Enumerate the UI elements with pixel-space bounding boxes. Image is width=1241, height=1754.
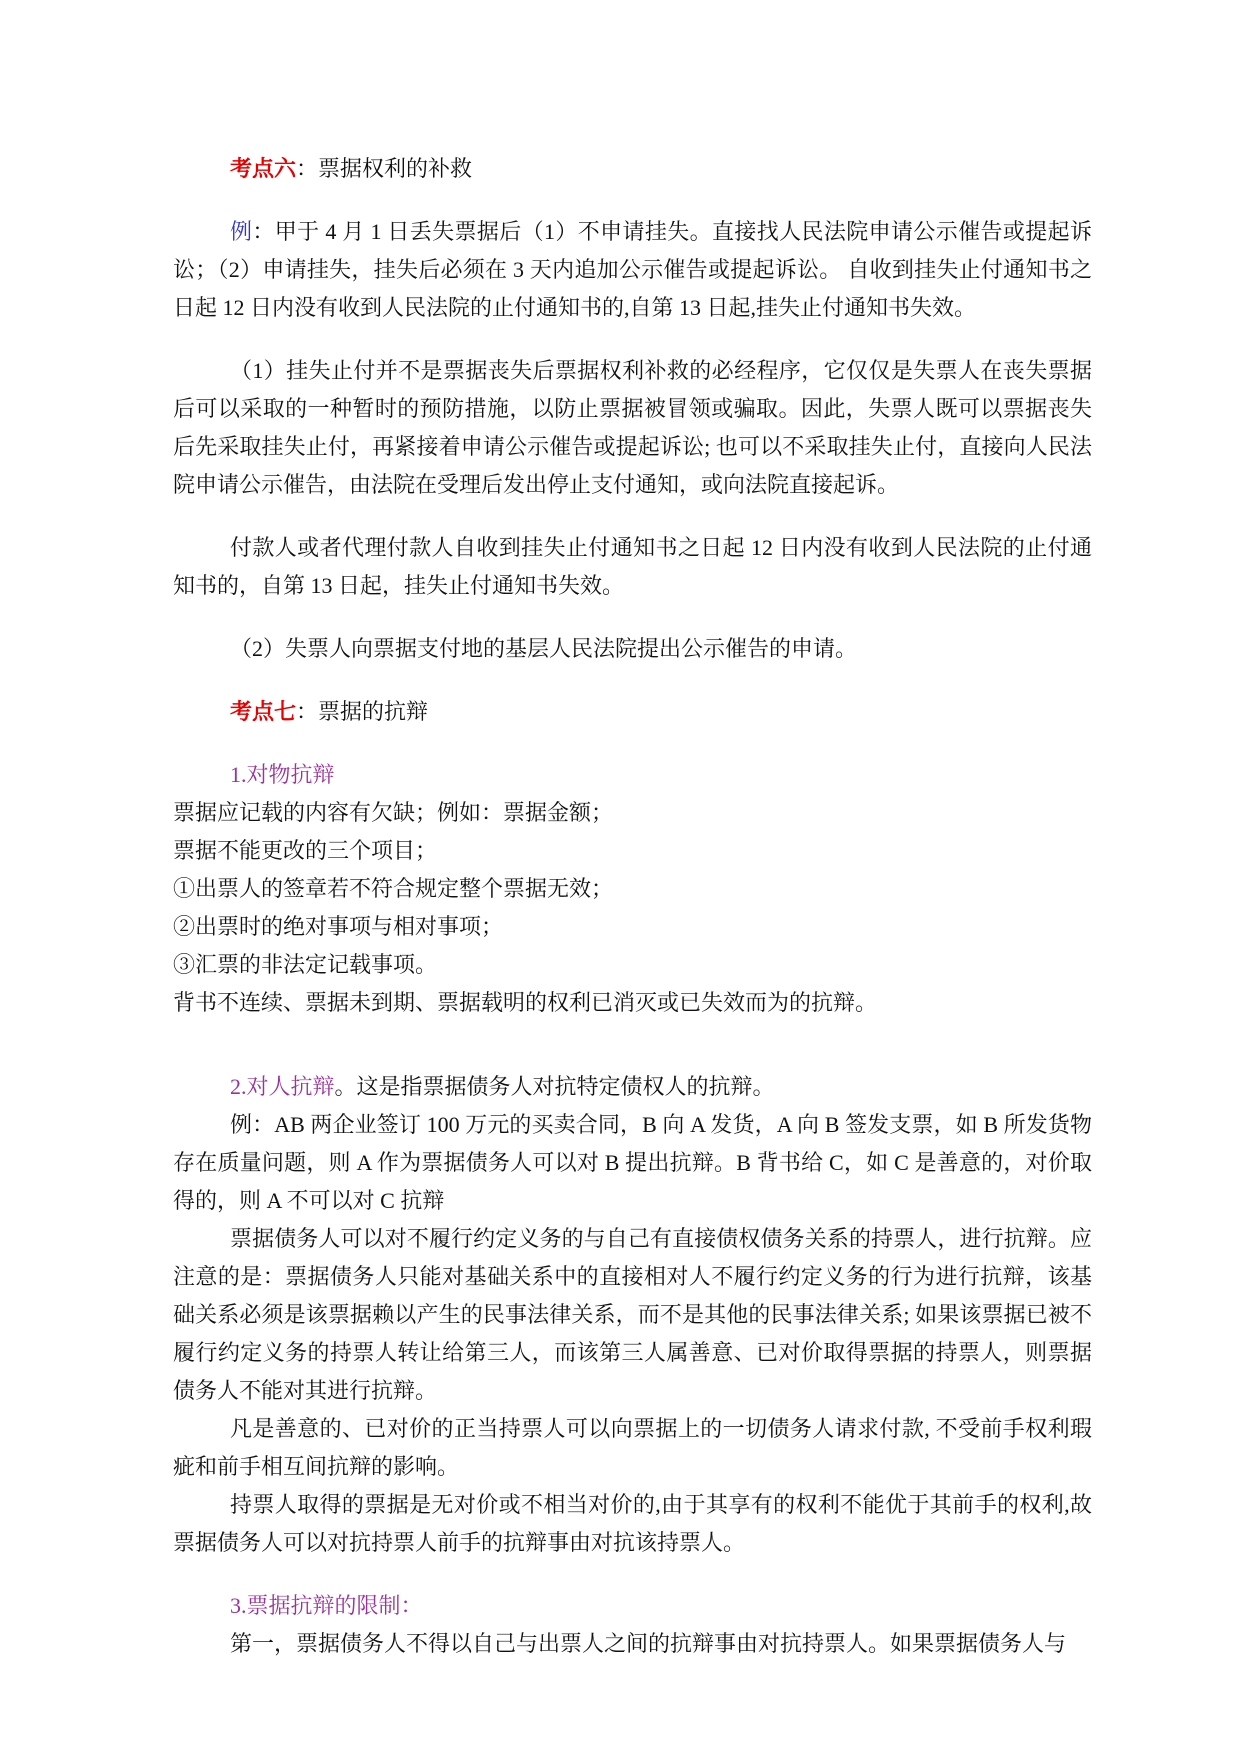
paragraph xyxy=(173,1106,1092,1220)
text-segment: 票据应记载的内容有欠缺；例如：票据金额； xyxy=(173,800,614,825)
text-segment: 持票人取得的票据是无对价或不相当对价的,由于其享有的权利不能优于其前手的权利,故票据债务人可以对抗持票人前手的抗辩事由对抗该持票人。 xyxy=(173,1492,1092,1555)
paragraph xyxy=(173,1587,1092,1625)
text-segment: 凡是善意的、已对价的正当持票人可以向票据上的一切债务人请求付款, 不受前手权利瑕疵和前手相互间抗辩的影响。 xyxy=(173,1416,1092,1479)
text-segment: 。这是指票据债务人对抗特定债权人的抗辩。 xyxy=(334,1074,775,1099)
heading-keyword: 考点七 xyxy=(230,699,297,724)
paragraph xyxy=(173,946,1092,984)
paragraph xyxy=(173,1068,1092,1106)
paragraph xyxy=(173,908,1092,946)
example-label: 例 xyxy=(230,219,253,244)
heading-title: ：票据的抗辩 xyxy=(296,699,429,724)
section-heading xyxy=(173,150,1092,188)
paragraph xyxy=(173,794,1092,832)
section-label: 2.对人抗辩 xyxy=(230,1074,335,1099)
paragraph xyxy=(173,213,1092,327)
paragraph xyxy=(173,832,1092,870)
document-content xyxy=(173,150,1092,1663)
paragraph xyxy=(173,1220,1092,1410)
paragraph xyxy=(173,984,1092,1022)
section-label: 1.对物抗辩 xyxy=(230,762,335,787)
paragraph xyxy=(173,1625,1092,1663)
text-segment: ①出票人的签章若不符合规定整个票据无效； xyxy=(173,876,614,901)
heading-keyword: 考点六 xyxy=(230,156,297,181)
paragraph xyxy=(173,352,1092,504)
text-segment: 付款人或者代理付款人自收到挂失止付通知书之日起 12 日内没有收到人民法院的止付通知书的，自第 13 日起，挂失止付通知书失效。 xyxy=(173,535,1092,598)
paragraph xyxy=(173,630,1092,668)
paragraph xyxy=(173,1486,1092,1562)
text-segment: 例：AB 两企业签订 100 万元的买卖合同，B 向 A 发货，A 向 B 签发支票，如 B 所发货物存在质量问题，则 A 作为票据债务人可以对 B 提出抗辩。B 背书给 C，如 C 是善意的，对价取得的，则 A 不可以对 C 抗辩 xyxy=(173,1112,1092,1213)
text-segment: ③汇票的非法定记载事项。 xyxy=(173,952,438,977)
paragraph xyxy=(173,1410,1092,1486)
text-segment: 票据债务人可以对不履行约定义务的与自己有直接债权债务关系的持票人，进行抗辩。应注意的是：票据债务人只能对基础关系中的直接相对人不履行约定义务的行为进行抗辩，该基础关系必须是该票据赖以产生的民事法律关系，而不是其他的民事法律关系; 如果该票据已被不履行约定义务的持票人转让给第三人，而该第三人属善意、已对价取得票据的持票人，则票据债务人不能对其进行抗辩。 xyxy=(173,1226,1092,1403)
heading-title: ：票据权利的补救 xyxy=(296,156,473,181)
section-heading xyxy=(173,693,1092,731)
paragraph xyxy=(173,756,1092,794)
text-segment: 票据不能更改的三个项目； xyxy=(173,838,438,863)
text-segment: ：甲于 4 月 1 日丢失票据后（1）不申请挂失。直接找人民法院申请公示催告或提起诉讼；（2）申请挂失，挂失后必须在 3 天内追加公示催告或提起诉讼。 自收到挂失止付通知书之日起 12 日内没有收到人民法院的止付通知书的,自第 13 日起,挂失止付通知书失效。 xyxy=(173,219,1092,320)
text-segment: 第一，票据债务人不得以自己与出票人之间的抗辩事由对抗持票人。如果票据债务人与 xyxy=(230,1631,1067,1656)
section-label: 3.票据抗辩的限制： xyxy=(230,1593,423,1618)
text-segment: ②出票时的绝对事项与相对事项； xyxy=(173,914,504,939)
text-segment: （2）失票人向票据支付地的基层人民法院提出公示催告的申请。 xyxy=(230,636,858,661)
paragraph xyxy=(173,870,1092,908)
paragraph xyxy=(173,529,1092,605)
text-segment: （1）挂失止付并不是票据丧失后票据权利补救的必经程序，它仅仅是失票人在丧失票据后可以采取的一种暂时的预防措施，以防止票据被冒领或骗取。因此，失票人既可以票据丧失后先采取挂失止付，再紧接着申请公示催告或提起诉讼; 也可以不采取挂失止付，直接向人民法院申请公示催告，由法院在受理后发出停止支付通知，或向法院直接起诉。 xyxy=(173,358,1092,497)
text-segment: 背书不连续、票据未到期、票据载明的权利已消灭或已失效而为的抗辩。 xyxy=(173,990,878,1015)
